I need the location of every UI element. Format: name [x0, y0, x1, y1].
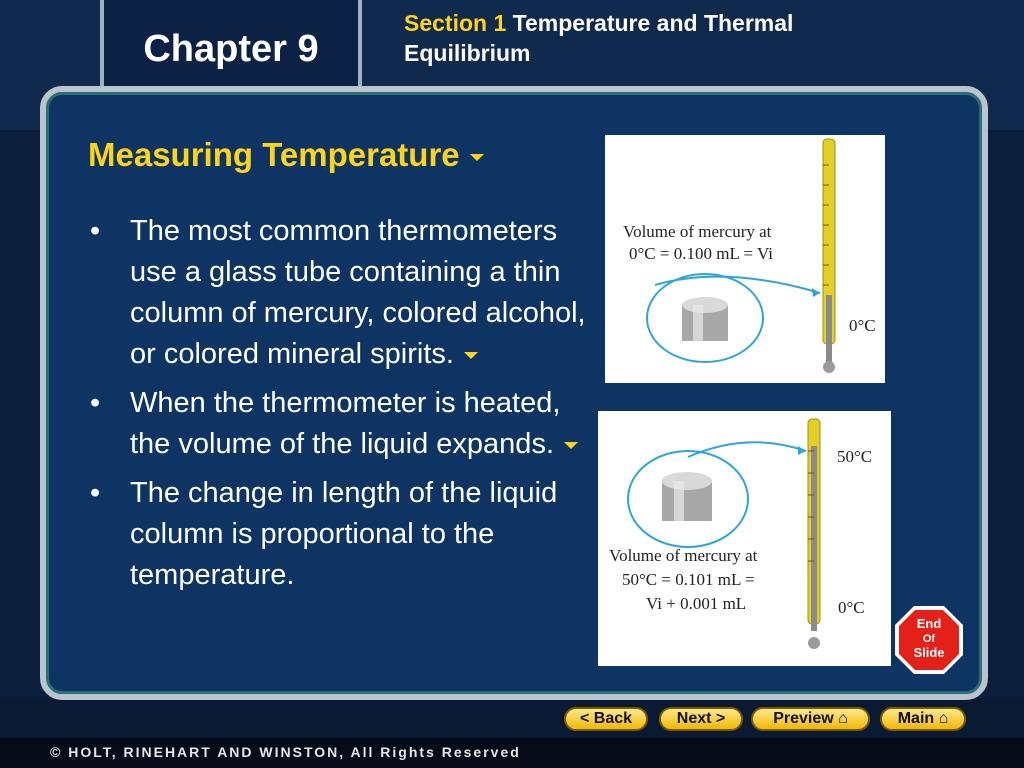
chapter-label: Chapter 9	[143, 28, 319, 70]
end-slide-text-line: End	[916, 616, 942, 631]
end-slide-text-line: Of	[922, 633, 936, 645]
section-title: Temperature and Thermal Equilibrium	[404, 10, 794, 66]
end-of-slide-button[interactable]	[893, 604, 965, 676]
list-item: • When the thermometer is heated, the volume of the liquid expands.	[84, 383, 604, 465]
figure-caption-line: Volume of mercury at	[609, 546, 758, 565]
bullet-text: The change in length of the liquid column is proportional to the temperature.	[130, 477, 558, 591]
figure-caption-line: Vi + 0.001 mL	[646, 594, 747, 613]
temperature-label: 0°C	[849, 316, 876, 335]
advance-arrow-icon[interactable]	[470, 154, 484, 161]
figure-caption-line: 50°C = 0.101 mL =	[622, 570, 755, 589]
end-slide-text-line: Slide	[913, 645, 945, 660]
thermometer-figure-0c	[605, 135, 885, 383]
bullet-text: The most common thermometers use a glass tube containing a thin column of mercury, colored alcohol, or colored mineral spirits.	[130, 215, 586, 370]
section-header	[404, 8, 824, 68]
nav-bar-background	[0, 698, 1024, 738]
figure-caption-line: Volume of mercury at	[623, 222, 772, 241]
temperature-label: 50°C	[837, 447, 873, 466]
preview-button[interactable]: Preview ⌂	[751, 707, 870, 731]
slide-heading	[88, 136, 484, 174]
slide-heading-text: Measuring Temperature	[88, 136, 460, 173]
list-item: • The change in length of the liquid column is proportional to the temperature.	[90, 477, 558, 591]
advance-arrow-icon[interactable]	[464, 352, 478, 359]
list-item: • The most common thermometers use a glass tube containing a thin column of mercury, colored alcohol, or colored mineral spirits.	[90, 215, 586, 370]
copyright-text: © HOLT, RINEHART AND WINSTON, All Rights Reserved	[50, 744, 521, 760]
main-button[interactable]: Main ⌂	[880, 707, 966, 731]
advance-arrow-icon[interactable]	[564, 442, 578, 449]
next-button[interactable]: Next >	[659, 707, 743, 731]
temperature-label: 0°C	[838, 598, 865, 617]
figure-caption-line: 0°C = 0.100 mL = Vi	[629, 244, 773, 263]
thermometer-figure-50c	[598, 411, 891, 666]
section-number: Section 1	[404, 10, 507, 36]
bullet-list	[84, 211, 604, 604]
back-button[interactable]: < Back	[564, 707, 648, 731]
stop-sign-icon	[893, 604, 965, 676]
bullet-text: When the thermometer is heated, the volume of the liquid expands.	[130, 387, 561, 460]
